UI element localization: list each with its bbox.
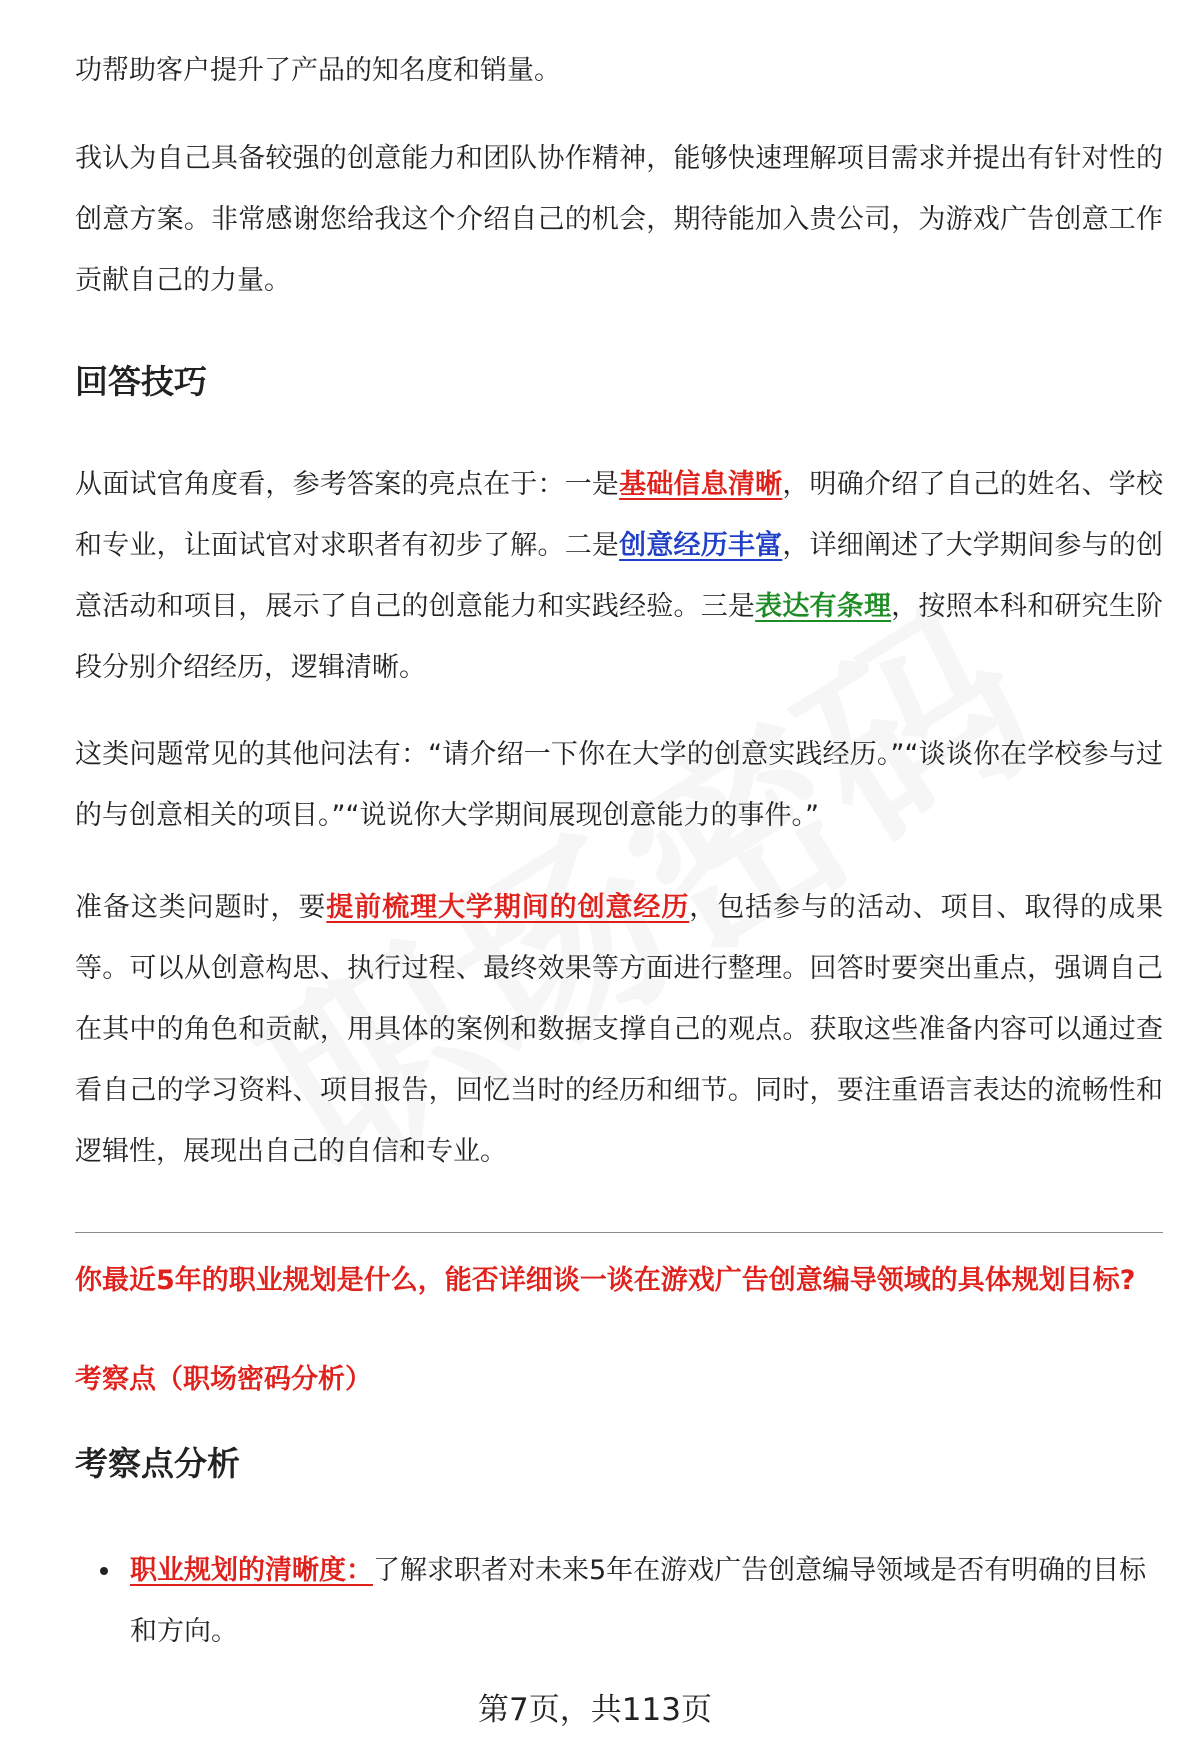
text-segment: ，详细阐述了大学期间参与的创意活动和项目，展示了自己的创意能力和实践经验。三是: [75, 530, 1164, 622]
list-item: [75, 1540, 1163, 1662]
text-segment: ，包括参与的活动、项目、取得的成果等。可以从创意构思、执行过程、最终效果等方面进行整理。回答时要突出重点，强调自己在其中的角色和贡献，用具体的案例和数据支撑自己的观点。获取这些准备内容可以通过查看自己的学习资料、项目报告，回忆当时的经历和细节。同时，要注重语言表达的流畅性和逻辑性，展现出自己的自信和专业。: [75, 892, 1164, 1167]
text-segment: ，明确介绍了自己的姓名、学校和专业，让面试官对求职者有初步了解。二是: [75, 469, 1164, 561]
tips-paragraph-highlights: [75, 454, 1163, 698]
exam-point-label: 考察点（职场密码分析）: [75, 1364, 372, 1395]
highlight-creative-experience: 创意经历丰富: [619, 530, 783, 561]
intro-line-end: 功帮助客户提升了产品的知名度和销量。: [75, 55, 561, 86]
text-segment: 从面试官角度看，参考答案的亮点在于：一是: [75, 469, 620, 500]
highlight-career-clarity: 职业规划的清晰度：: [130, 1555, 373, 1586]
highlight-sort-experience: 提前梳理大学期间的创意经历: [326, 892, 690, 923]
intro-paragraph: 我认为自己具备较强的创意能力和团队协作精神，能够快速理解项目需求并提出有针对性的创意方案。非常感谢您给我这个介绍自己的机会，期待能加入贵公司，为游戏广告创意工作贡献自己的力量。: [75, 143, 1163, 296]
text-segment: 准备这类问题时，要: [75, 892, 327, 923]
page-number: 第7页，共113页: [478, 1692, 712, 1728]
text-segment: ，按照本科和研究生阶段分别介绍经历，逻辑清晰。: [75, 591, 1164, 683]
tips-paragraph-alt-questions: 这类问题常见的其他问法有：“请介绍一下你在大学的创意实践经历。”“谈谈你在学校参与过的与创意相关的项目。”“说说你大学期间展现创意能力的事件。”: [75, 739, 1163, 831]
bullet-icon: [100, 1567, 108, 1575]
highlight-basic-info: 基础信息清晰: [619, 469, 783, 500]
highlight-organized-expression: 表达有条理: [755, 591, 892, 622]
analysis-list: [75, 1540, 1163, 1662]
section-divider: [75, 1232, 1163, 1233]
section-heading-analysis: 考察点分析: [75, 1444, 240, 1483]
interview-question: 你最近5年的职业规划是什么，能否详细谈一谈在游戏广告创意编导领域的具体规划目标?: [75, 1265, 1136, 1296]
section-heading-tips: 回答技巧: [75, 362, 207, 401]
list-item-text: 了解求职者对未来5年在游戏广告创意编导领域是否有明确的目标和方向。: [130, 1555, 1147, 1647]
tips-paragraph-preparation: [75, 877, 1163, 1182]
